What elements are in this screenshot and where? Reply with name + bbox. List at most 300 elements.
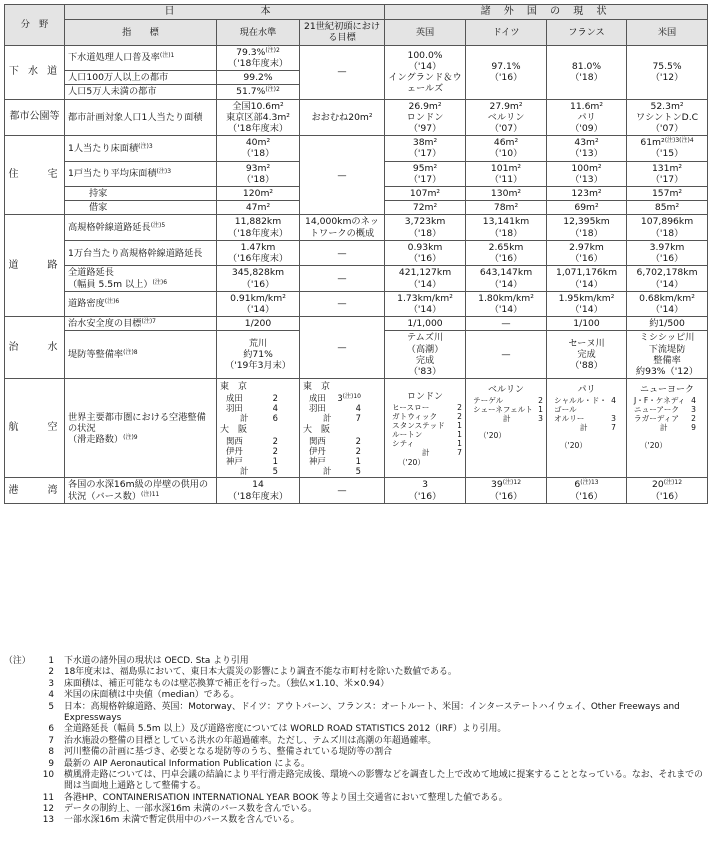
footnote-text: 床面積は、補正可能なものは壁芯換算で補正を行った。（独仏×1.10、米×0.94） xyxy=(64,678,390,689)
city-label: パリ xyxy=(577,385,596,396)
indicator: 都市計画対象人口1人当たり面積 xyxy=(65,99,217,136)
value: （'17） xyxy=(650,173,684,185)
airport-name: スタンステッド xyxy=(392,421,445,431)
airport-count: 2 xyxy=(691,414,697,424)
value: 0.91km/km² xyxy=(230,292,286,304)
airport-row xyxy=(634,405,696,414)
value: 2.97km xyxy=(569,241,604,253)
value: （'11） xyxy=(489,173,523,185)
airport-name: 成田 xyxy=(226,393,243,404)
value: （'16年度末） xyxy=(227,253,289,265)
airport-count: 2 xyxy=(272,436,278,447)
value: （'97） xyxy=(408,122,442,134)
airport-name: 羽田 xyxy=(309,403,326,414)
indicator: 1万台当たり高規格幹線道路延長 xyxy=(65,240,217,265)
footnote-number: 7 xyxy=(48,735,54,746)
value: 120m² xyxy=(217,187,300,201)
value: （'14） xyxy=(489,278,523,290)
note-ref: (注)3 xyxy=(138,142,153,150)
total-label: 計 xyxy=(580,423,588,433)
value: （'16） xyxy=(408,490,442,502)
value: 約93%（'12） xyxy=(635,366,699,378)
footnote xyxy=(4,667,707,678)
header-current: 現在水準 xyxy=(217,20,300,45)
footnote-number: 8 xyxy=(48,747,54,758)
footnote xyxy=(4,770,707,793)
airport-count: 3 xyxy=(611,414,617,424)
footnote-text: 全道路延長（幅員 5.5m 以上）及び道路密度については WORLD ROAD STATISTICS 2012（IRF）より引用。 xyxy=(64,724,507,735)
airport-name: 伊丹 xyxy=(226,446,243,457)
city-label: ニューヨーク xyxy=(640,385,695,396)
value: 1,071,176km xyxy=(556,267,618,279)
airport-name: ラガーディア xyxy=(634,414,679,424)
value: （'18） xyxy=(241,173,275,185)
airport-count: 1 xyxy=(457,439,463,449)
header-row-2 xyxy=(5,20,708,45)
category-park: 都市公園等 xyxy=(5,99,65,136)
footnote xyxy=(4,702,707,725)
airport-row xyxy=(392,403,462,412)
total-count: 7 xyxy=(611,423,617,433)
value: 14 xyxy=(252,479,264,491)
indicator: 借家 xyxy=(65,201,217,215)
airport-name: 伊丹 xyxy=(309,446,326,457)
value: 100m² xyxy=(571,162,602,174)
airport-row xyxy=(309,456,361,466)
value: 61m² xyxy=(640,137,665,149)
airport-total xyxy=(554,423,616,432)
airport-count: 4 xyxy=(691,396,697,406)
value: — xyxy=(466,331,547,379)
airport-total xyxy=(634,423,696,432)
airport-count: 3 xyxy=(337,393,343,404)
indicator: 治水安全度の目標 xyxy=(68,318,142,330)
value: ベルリン xyxy=(487,111,525,123)
airport-name: テーゲル xyxy=(473,396,504,406)
airport-count: 4 xyxy=(611,396,617,406)
airport-name: シェーネフェルト xyxy=(473,405,533,415)
value: （'10） xyxy=(489,148,523,160)
value: 131m² xyxy=(651,162,683,174)
value: （'07） xyxy=(650,122,684,134)
value: （'14） xyxy=(650,304,684,315)
total-label: 計 xyxy=(240,413,249,424)
footnote-text: 治水施設の整備の目標としている洪水の年超過確率。ただし、テムズ川は高潮の年超過確率。 xyxy=(64,735,437,746)
value: 完成 xyxy=(577,349,596,361)
value: 72m² xyxy=(385,201,466,215)
category-road: 道 路 xyxy=(5,215,65,317)
value: セーヌ川 xyxy=(568,338,605,350)
airport-count: 2 xyxy=(355,446,361,457)
airport-row xyxy=(226,456,278,466)
value: （'83） xyxy=(408,366,442,378)
value: — xyxy=(300,266,385,291)
value: 99.2% xyxy=(217,71,300,85)
value: 79.3% xyxy=(236,46,266,58)
value: 46m² xyxy=(493,137,519,149)
value: （'16） xyxy=(489,253,523,265)
header-uk: 英国 xyxy=(385,20,466,45)
indicator: 1人当たり床面積 xyxy=(68,142,139,154)
value: 東京区部4.3m² xyxy=(226,111,290,123)
airport-total xyxy=(392,448,462,457)
value: 95m² xyxy=(412,162,438,174)
total-label: 計 xyxy=(503,414,511,424)
airport-count: 2 xyxy=(457,412,463,421)
value: 14,000kmのネットワークの概成 xyxy=(300,215,385,240)
value: （'07） xyxy=(489,122,523,134)
value: 約71% xyxy=(243,349,273,361)
footnote-text: 日本：高規格幹線道路、英国：Motorway、ドイツ：アウトバーン、フランス：オートルート、米国：インターステートハイウェイ、Other Freeways and Expressways xyxy=(64,701,680,723)
value: （'14） xyxy=(489,304,523,315)
value: 下流堤防 xyxy=(648,343,686,355)
value: — xyxy=(466,317,547,331)
airport-row xyxy=(226,403,278,413)
note-ref: (注)10 xyxy=(342,393,361,401)
air-row xyxy=(5,379,708,478)
footnote-text: 下水道の諸外国の現状は OECD. Sta より引用 xyxy=(64,656,249,666)
air-germany xyxy=(466,379,547,478)
value: （'18） xyxy=(570,72,603,84)
value: （'16） xyxy=(650,490,684,502)
city-label: 東 京 xyxy=(303,382,331,393)
footnote-number: 3 xyxy=(48,678,54,689)
value: ロンドン xyxy=(406,111,444,123)
footnotes xyxy=(4,656,707,827)
airport-row xyxy=(226,436,278,446)
airport-row xyxy=(392,412,462,421)
footnote xyxy=(4,690,707,701)
indicator: 各国の水深16m級の岸壁の供用の状況（バース数） xyxy=(68,479,209,502)
airport-row xyxy=(309,446,361,456)
value: 100.0% xyxy=(407,49,443,61)
road-row-4 xyxy=(5,291,708,316)
year: （'20） xyxy=(479,431,506,441)
value: 3,723km xyxy=(404,216,446,228)
note-ref: (注)12 xyxy=(663,479,683,487)
airport-total xyxy=(309,466,361,476)
value: （'18年度末） xyxy=(227,57,289,69)
footnote xyxy=(4,793,707,804)
value: （'16） xyxy=(489,72,523,84)
footnote-text: 一部水深16m 未満で暫定供用中のバース数を含んでいる。 xyxy=(64,815,300,826)
airport-count: 1 xyxy=(457,430,463,440)
total-label: 計 xyxy=(323,466,332,477)
value: 0.68km/km² xyxy=(639,292,695,304)
flood-row-1 xyxy=(5,317,708,331)
footnote-label: （注） xyxy=(4,656,31,666)
value: 3.97km xyxy=(649,241,685,253)
value: （'14） xyxy=(570,304,603,315)
value: （'14） xyxy=(570,278,603,290)
value: 52.3m² xyxy=(650,100,684,112)
air-france xyxy=(547,379,627,478)
value: 6,702,178km xyxy=(636,267,698,279)
note-ref: (注)9 xyxy=(123,433,138,441)
footnote-number: 2 xyxy=(48,667,54,678)
value: 荒川 xyxy=(248,338,268,350)
value: 1/100 xyxy=(547,317,627,331)
airport-total xyxy=(473,414,543,423)
indicator: （滑走路数） xyxy=(68,433,124,445)
note-ref: (注)1 xyxy=(159,52,175,60)
value: （'09） xyxy=(570,122,603,134)
airport-row xyxy=(392,421,462,430)
value: — xyxy=(300,240,385,265)
value: 345,828km xyxy=(231,267,285,279)
value: 1.47km xyxy=(240,241,276,253)
airport-name: オルリー xyxy=(554,414,585,424)
airport-name: ニューアーク xyxy=(634,405,679,415)
total-count: 9 xyxy=(691,423,697,433)
airport-row xyxy=(392,430,462,439)
header-target: 21世紀初頭における目標 xyxy=(300,20,385,45)
airport-total xyxy=(226,466,278,476)
airport-name: ルートン xyxy=(392,430,423,440)
value: 51.7% xyxy=(236,86,266,98)
value: 38m² xyxy=(412,137,438,149)
footnote-number: 13 xyxy=(42,815,54,826)
value: — xyxy=(300,136,385,215)
city-label: ベルリン xyxy=(488,385,525,396)
value: 2.65km xyxy=(488,241,524,253)
value: （'14） xyxy=(241,304,275,315)
total-count: 7 xyxy=(457,448,463,458)
footnote xyxy=(4,656,707,667)
value: 643,147km xyxy=(479,267,533,279)
header-japan: 日 本 xyxy=(65,5,385,20)
value: パリ xyxy=(577,111,596,123)
footnote xyxy=(4,815,707,826)
category-housing: 住 宅 xyxy=(5,136,65,215)
total-label: 計 xyxy=(240,466,249,477)
value: 完成 xyxy=(415,354,435,366)
note-ref: (注)3(注)4 xyxy=(664,137,694,145)
value: （'19年3月末） xyxy=(225,360,291,372)
indicator: 人口5万人未満の都市 xyxy=(65,85,217,99)
value: （'16） xyxy=(570,253,603,265)
value: — xyxy=(300,45,385,99)
airport-count: 4 xyxy=(272,403,278,414)
value: （'16） xyxy=(408,253,442,265)
housing-row-1 xyxy=(5,136,708,161)
footnote xyxy=(4,679,707,690)
value: （'17） xyxy=(408,173,442,185)
airport-name: ヒースロー xyxy=(392,402,430,412)
airport-row xyxy=(226,393,278,403)
value: （'16） xyxy=(650,253,684,265)
category-port: 港 湾 xyxy=(5,478,65,503)
value: （'18） xyxy=(570,227,603,239)
value: 101m² xyxy=(490,162,522,174)
value: （'18年度末） xyxy=(227,490,289,502)
footnote xyxy=(4,736,707,747)
footnote-number: 9 xyxy=(48,758,54,769)
value: 12,395km xyxy=(563,216,610,228)
airport-count: 2 xyxy=(355,436,361,447)
footnote-number: 11 xyxy=(42,792,54,803)
header-france: フランス xyxy=(547,20,627,45)
airport-name: 神戸 xyxy=(309,456,326,467)
note-ref: (注)11 xyxy=(141,490,160,498)
value: 1.95km/km² xyxy=(558,292,615,304)
airport-count: 1 xyxy=(272,456,278,467)
note-ref: (注)2 xyxy=(265,46,280,54)
value: （'16） xyxy=(570,490,603,502)
footnote xyxy=(4,747,707,758)
value: 81.0% xyxy=(571,60,602,72)
port-row xyxy=(5,478,708,503)
total-count: 3 xyxy=(538,414,544,424)
footnote-text: データの制約上、一部水深16m 未満のバース数を含んでいる。 xyxy=(64,804,318,815)
value: （高潮） xyxy=(406,343,444,355)
road-row-2 xyxy=(5,240,708,265)
value: 26.9m² xyxy=(408,100,442,112)
value: 約1/500 xyxy=(627,317,708,331)
value: （'18） xyxy=(408,227,442,239)
airport-row xyxy=(473,405,543,414)
value: （'18） xyxy=(650,227,684,239)
air-us xyxy=(627,379,708,478)
value: 421,127km xyxy=(398,267,452,279)
city-label: ロンドン xyxy=(407,392,444,403)
header-field: 分 野 xyxy=(5,5,65,46)
value: 整備率 xyxy=(653,354,681,366)
value: （'14） xyxy=(408,60,442,72)
value: （'18年度末） xyxy=(227,227,289,239)
value: 0.93km xyxy=(407,241,443,253)
value: 157m² xyxy=(627,187,708,201)
value: 85m² xyxy=(627,201,708,215)
footnote-number: 12 xyxy=(42,804,54,815)
indicator: 世界主要都市圏における空港整備の状況 xyxy=(68,411,206,434)
value: 1/200 xyxy=(217,317,300,331)
footnote-text: 横風滑走路については、円卓会議の結論により平行滑走路完成後、環境への影響などを調査した上で改めて地域に提案することとなっている。なお、それまでの間は当面地上通路として整備する。 xyxy=(64,769,703,792)
footnote-number: 1 xyxy=(48,656,54,666)
airport-name: ガトウィック xyxy=(392,412,438,421)
total-count: 5 xyxy=(355,466,361,477)
value: （'14） xyxy=(650,278,684,290)
value: （'14） xyxy=(408,278,442,290)
airport-total xyxy=(226,413,278,423)
airport-row xyxy=(309,436,361,446)
note-ref: (注)13 xyxy=(580,479,599,487)
category-sewer: 下 水 道 xyxy=(5,45,65,99)
value: （'16） xyxy=(241,278,275,290)
airport-row xyxy=(309,403,361,413)
airport-count: 2 xyxy=(272,393,278,404)
header-foreign: 諸 外 国 の 現 状 xyxy=(385,5,708,20)
total-label: 計 xyxy=(422,448,430,458)
airport-name: 関西 xyxy=(226,436,243,447)
value: 123m² xyxy=(547,187,627,201)
indicator: 堤防等整備率 xyxy=(68,349,124,361)
footnote-text: 最新の AIP Aeronautical Information Publication による。 xyxy=(64,758,311,769)
road-row-3 xyxy=(5,266,708,291)
value: （'16） xyxy=(489,490,523,502)
footnote xyxy=(4,724,707,735)
value: — xyxy=(300,478,385,503)
value: （'18） xyxy=(241,148,275,160)
value: （'15） xyxy=(650,148,684,160)
footnote-number: 6 xyxy=(48,724,54,735)
indicator: 道路密度 xyxy=(68,298,105,310)
indicator: 人口100万人以上の都市 xyxy=(65,71,217,85)
year: （'20） xyxy=(560,440,587,450)
air-current xyxy=(217,379,300,478)
airport-row xyxy=(473,396,543,405)
value: （'13） xyxy=(570,148,603,160)
indicator: 全道路延長 xyxy=(68,267,114,279)
indicator: 高規格幹線道路延長 xyxy=(68,222,151,234)
airport-count: 2 xyxy=(538,396,544,406)
note-ref: (注)8 xyxy=(123,349,138,357)
value: 69m² xyxy=(547,201,627,215)
value: 全国10.6m² xyxy=(232,100,284,112)
park-row xyxy=(5,99,708,136)
total-count: 5 xyxy=(272,466,278,477)
airport-count: 2 xyxy=(457,402,463,412)
value: — xyxy=(300,291,385,316)
value: 3 xyxy=(422,479,428,491)
airport-row xyxy=(634,396,696,405)
value: 47m² xyxy=(217,201,300,215)
value: イングランド＆ウェールズ xyxy=(388,72,462,95)
header-row-1 xyxy=(5,5,708,20)
category-air: 航 空 xyxy=(5,379,65,478)
value: 13,141km xyxy=(482,216,530,228)
footnote-text: 米国の床面積は中央値（median）である。 xyxy=(64,690,240,701)
value: （'13） xyxy=(570,173,603,185)
city-label: 大 阪 xyxy=(220,425,248,436)
airport-name: 成田 xyxy=(309,393,326,404)
value: 1.80km/km² xyxy=(478,292,534,304)
note-ref: (注)5 xyxy=(150,222,166,230)
airport-count: 2 xyxy=(272,446,278,457)
value: 1.73km/km² xyxy=(397,292,453,304)
value: 1/1,000 xyxy=(385,317,466,331)
value: （'88） xyxy=(570,360,603,372)
total-label: 計 xyxy=(660,423,668,433)
footnote-text: 河川整備の計画に基づき、必要となる堤防等のうち、整備されている堤防等の割合 xyxy=(64,747,393,758)
footnote xyxy=(4,759,707,770)
year: （'20） xyxy=(640,440,667,450)
footnote-number: 4 xyxy=(48,690,54,701)
header-germany: ドイツ xyxy=(466,20,547,45)
year: （'20） xyxy=(398,457,425,467)
value: 6 xyxy=(574,479,581,491)
footnote-number: 5 xyxy=(48,701,54,712)
value: ワシントンD.C xyxy=(635,111,699,123)
category-flood: 治 水 xyxy=(5,317,65,379)
airport-name: 関西 xyxy=(309,436,326,447)
airport-total xyxy=(309,413,361,423)
note-ref: (注)12 xyxy=(502,479,522,487)
value: テムズ川 xyxy=(406,332,444,344)
sewer-row-1 xyxy=(5,45,708,70)
airport-name: シティ xyxy=(392,439,415,449)
airport-count: 1 xyxy=(355,456,361,467)
airport-count: 4 xyxy=(355,403,361,414)
note-ref: (注)7 xyxy=(141,318,156,326)
air-target xyxy=(300,379,385,478)
value: — xyxy=(300,317,385,379)
value: （'18） xyxy=(489,227,523,239)
footnote-text: 各港HP、CONTAINERISATION INTERNATIONAL YEAR BOOK 等より国土交通省において整理した値である。 xyxy=(64,792,508,803)
airport-name: 神戸 xyxy=(226,456,243,467)
airport-row xyxy=(309,393,361,403)
footnote-text: 18年度末は、福島県において、東日本大震災の影響により調査不能な市町村を除いた数値である。 xyxy=(64,667,457,678)
